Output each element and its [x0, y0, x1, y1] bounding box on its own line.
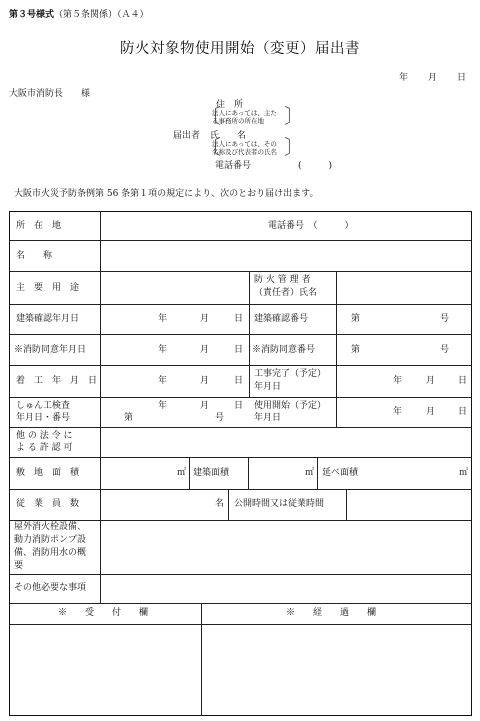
building-area-unit: ㎡: [305, 468, 315, 478]
name-note: [212, 140, 277, 156]
fire-manager-label-2: （責任者）氏名: [254, 288, 318, 298]
no-prefix-1: 第: [351, 314, 361, 324]
day-5: 日: [234, 401, 244, 411]
year-5: 年: [158, 401, 168, 411]
site-area-unit: ㎡: [177, 468, 187, 478]
location-phone: 電話番号 （ ）: [268, 221, 354, 231]
year-6: 年: [393, 407, 403, 417]
no-suffix-1: 号: [440, 314, 450, 324]
site-area-label: 敷 地 面 積: [16, 468, 80, 478]
date-month: 月: [428, 73, 438, 83]
completion-label-2: 年月日: [254, 382, 282, 392]
application-table: [9, 211, 472, 716]
build-confirm-no-label: 建築確認番号: [254, 314, 309, 324]
left-bracket-2: 〔: [201, 135, 221, 159]
employees-label: 従 業 員 数: [16, 499, 80, 509]
right-bracket-2: 〕: [284, 135, 304, 159]
address-label: 住 所: [216, 100, 244, 110]
addressee: 大阪市消防長 様: [9, 89, 91, 99]
phone-label: 電話番号: [215, 161, 252, 171]
building-area-label: 建築面積: [193, 468, 230, 478]
open-hours-label: 公開時間又は従業時間: [234, 499, 325, 509]
month-1: 月: [200, 314, 210, 324]
reception-label: ※ 受 付 欄: [58, 608, 149, 618]
year-4: 年: [393, 376, 403, 386]
day-4: 日: [458, 376, 468, 386]
completion-label-1: 工事完了（予定）: [254, 369, 327, 379]
main-use-label: 主 要 用 途: [16, 283, 80, 293]
other-law-label-2: よ る 許 認 可: [16, 443, 73, 453]
facilities-label-4: 要: [14, 561, 24, 571]
address-note-line-2: る事務所の所在地: [212, 117, 264, 125]
name-note-line-1: 法人にあっては、その: [212, 140, 277, 148]
address-note-line-1: 法人にあっては、主た: [212, 109, 277, 117]
use-start-label-2: 年月日: [254, 413, 282, 423]
form-number-suffix: （第５条関係）（Ａ４）: [54, 10, 149, 20]
fire-consent-no-label: ※消防同意番号: [252, 345, 316, 355]
inspection-label-2: 年月日・番号: [16, 413, 71, 423]
form-number-bold: 第３号様式: [9, 10, 55, 20]
inspection-label-1: しゅん工検査: [16, 401, 71, 411]
name-note-line-2: 名称及び代表者の氏名: [212, 148, 277, 156]
no-prefix-3: 第: [124, 413, 134, 423]
month-2: 月: [200, 345, 210, 355]
no-suffix-2: 号: [440, 345, 450, 355]
floor-area-unit: ㎡: [459, 468, 469, 478]
left-bracket-1: 〔: [201, 104, 221, 128]
form-number: [9, 7, 149, 20]
month-4: 月: [426, 376, 436, 386]
other-matters-label: その他必要な事項: [14, 583, 87, 593]
no-suffix-3: 号: [215, 413, 225, 423]
reporter-label: 届出者: [173, 131, 201, 141]
start-date-label: 着 工 年 月 日: [16, 376, 98, 386]
facilities-label-1: 屋外消火栓設備、: [14, 522, 87, 532]
employees-unit: 名: [215, 499, 225, 509]
month-6: 月: [426, 407, 436, 417]
name-label: 氏 名: [210, 131, 247, 141]
right-bracket-1: 〕: [284, 104, 304, 128]
day-3: 日: [234, 376, 244, 386]
facility-name-label: 名 称: [16, 251, 53, 261]
other-law-label-1: 他 の 法 令 に: [16, 431, 73, 441]
date-year: 年: [399, 73, 409, 83]
year-2: 年: [158, 345, 168, 355]
year-3: 年: [158, 376, 168, 386]
use-start-label-1: 使用開始（予定）: [254, 401, 327, 411]
address-note: [212, 109, 277, 125]
phone-parens: ( ): [298, 161, 333, 171]
month-5: 月: [200, 401, 210, 411]
location-label: 所 在 地: [16, 221, 62, 231]
intro-text: 大阪市火災予防条例第 56 条第１項の規定により、次のとおり届け出ます。: [14, 189, 319, 199]
day-2: 日: [234, 345, 244, 355]
fire-manager-label-1: 防 火 管 理 者: [254, 275, 311, 285]
progress-label: ※ 経 過 欄: [286, 608, 377, 618]
date-day: 日: [457, 73, 467, 83]
facilities-label-2: 動力消防ポンプ設: [14, 535, 87, 545]
build-confirm-date-label: 建築確認年月日: [16, 314, 80, 324]
floor-area-label: 延べ面積: [322, 468, 359, 478]
year-1: 年: [158, 314, 168, 324]
day-1: 日: [234, 314, 244, 324]
facilities-label-3: 備、消防用水の概: [14, 548, 87, 558]
no-prefix-2: 第: [351, 345, 361, 355]
month-3: 月: [200, 376, 210, 386]
page-title: 防火対象物使用開始（変更）届出書: [120, 41, 360, 57]
day-6: 日: [458, 407, 468, 417]
fire-consent-date-label: ※消防同意年月日: [14, 345, 87, 355]
